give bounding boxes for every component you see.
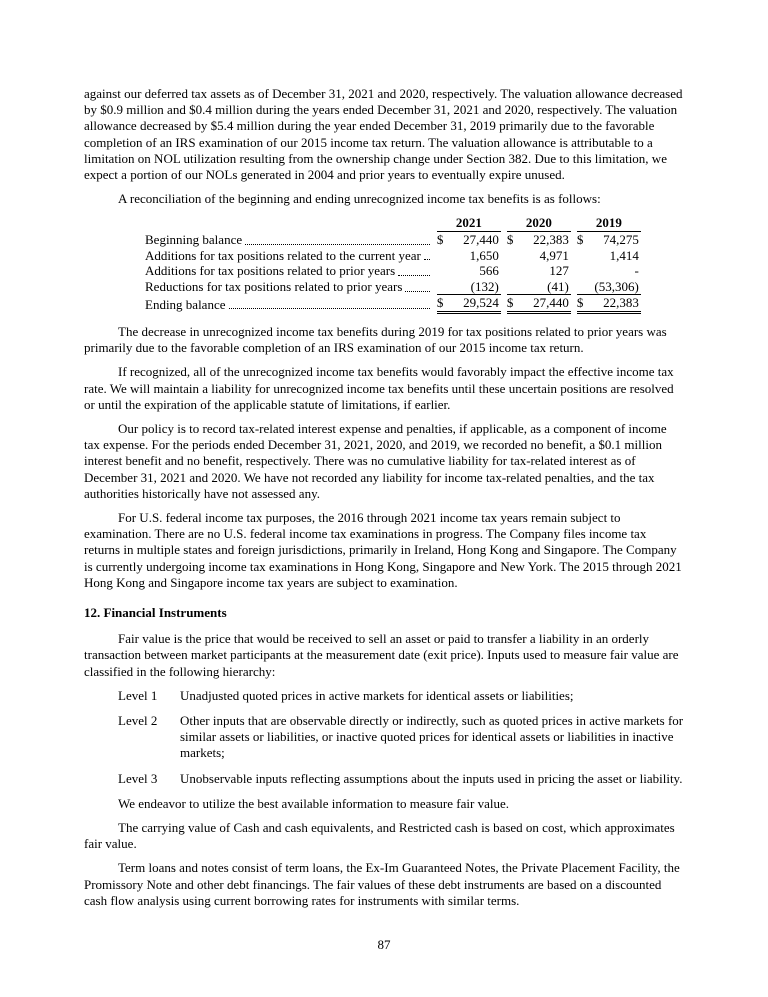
row-label: Ending balance — [145, 296, 226, 312]
value-cell: 22,383 — [591, 295, 641, 313]
table-row-beginning-balance — [145, 232, 641, 248]
value-cell: 4,971 — [539, 247, 569, 263]
currency-symbol — [577, 263, 591, 279]
value-cell: 566 — [479, 263, 499, 279]
value-cell: 29,524 — [451, 295, 501, 313]
paragraph-valuation-allowance: against our deferred tax assets as of December 31, 2021 and 2020, respectively. The valuation allowance decreased by $0.9 million and $0.4 million during the years ended December 31, 2021 and 2020, respectively. The valuation allowance decreased by $5.4 million during the year ended December 31, 2019 primarily due to the favorable completion of an IRS examination of our 2015 income tax return. The valuation allowance is attributable to a limitation on NOL utilization resulting from the ownership change under Section 382. Due to this limitation, we expect a portion of our NOLs generated in 2004 and prior years to eventually expire unused. — [84, 86, 683, 183]
page-content — [84, 86, 684, 917]
value-cell: 74,275 — [603, 232, 639, 248]
unrecognized-tax-benefits-table — [145, 215, 641, 314]
column-header-2020: 2020 — [507, 215, 571, 231]
currency-symbol: $ — [507, 295, 521, 313]
paragraph-reconciliation-intro: A reconciliation of the beginning and ending unrecognized income tax benefits is as follows: — [118, 191, 601, 207]
currency-symbol: $ — [576, 232, 584, 248]
paragraph-interest-policy: Our policy is to record tax-related interest expense and penalties, if applicable, as a component of income tax expense. For the periods ended December 31, 2021, 2020, and 2019, we recorded no benefit, a $0.1 million interest benefit and no benefit, respectively. There was no cumulative liability for tax-related interest as of December 31, 2021 and 2020. We have not recorded any liability for income tax-related penalties, and the tax authorities historically have not assessed any. — [84, 421, 667, 501]
row-label: Additions for tax positions related to prior years — [145, 263, 396, 279]
level-text: Other inputs that are observable directly or indirectly, such as quoted prices in active markets for similar assets or liabilities, or inactive quoted prices for identical assets or liabilities in inactive markets; — [180, 713, 684, 761]
currency-symbol — [437, 248, 451, 264]
paragraph-carrying-value: The carrying value of Cash and cash equivalents, and Restricted cash is based on cost, which approximates fair value. — [84, 820, 675, 852]
level-text: Unobservable inputs reflecting assumptions about the inputs used in pricing the asset or liability. — [180, 770, 683, 786]
table-row-additions-current-year — [145, 248, 641, 264]
currency-symbol: $ — [506, 232, 514, 248]
level-label: Level 1 — [118, 687, 158, 703]
table-header-row — [145, 215, 641, 231]
table-row-reductions-prior-years — [145, 279, 641, 295]
section-heading-financial-instruments: 12. Financial Instruments — [84, 605, 227, 621]
paragraph-endeavor: We endeavor to utilize the best available information to measure fair value. — [118, 795, 509, 811]
paragraph-term-loans: Term loans and notes consist of term loans, the Ex-Im Guaranteed Notes, the Private Placement Facility, the Promissory Note and other debt financings. The fair values of these debt instruments are based on a discounted cash flow analysis using current borrowing rates for instruments with similar terms. — [84, 860, 680, 908]
dot-leader — [398, 275, 430, 276]
value-cell: 27,440 — [521, 295, 571, 313]
page-number: 87 — [377, 937, 391, 952]
currency-symbol — [507, 279, 521, 295]
dot-leader — [424, 259, 430, 260]
paragraph-decrease-2019: The decrease in unrecognized income tax benefits during 2019 for tax positions related to prior years was primarily due to the favorable completion of an IRS examination of our 2015 income tax return. — [84, 323, 667, 356]
column-header-2019: 2019 — [577, 215, 641, 231]
row-label: Reductions for tax positions related to prior years — [145, 279, 403, 295]
hierarchy-level-1 — [84, 688, 684, 704]
currency-symbol — [507, 248, 521, 264]
currency-symbol — [437, 263, 451, 279]
value-cell: 27,440 — [463, 232, 499, 248]
row-label: Additions for tax positions related to the current year — [145, 247, 421, 263]
paragraph-fair-value: Fair value is the price that would be received to sell an asset or paid to transfer a liability in an orderly transaction between market participants at the measurement date (exit price). Inputs used to measure fair value are classified in the following hierarchy: — [84, 631, 679, 679]
level-label: Level 3 — [118, 770, 158, 786]
level-text: Unadjusted quoted prices in active markets for identical assets or liabilities; — [180, 687, 574, 703]
hierarchy-level-2 — [84, 713, 684, 762]
dot-leader — [405, 291, 429, 292]
paragraph-if-recognized: If recognized, all of the unrecognized income tax benefits would favorably impact the effective income tax rate. We will maintain a liability for unrecognized income tax benefits until these uncertain positions are resolved or until the expiration of the applicable statute of limitations, if earlier. — [84, 364, 674, 412]
value-cell: 1,650 — [469, 247, 499, 263]
currency-symbol — [437, 279, 451, 295]
currency-symbol — [507, 263, 521, 279]
currency-symbol — [577, 248, 591, 264]
value-cell: 1,414 — [609, 247, 639, 263]
column-header-2021: 2021 — [437, 215, 501, 231]
paragraph-examinations: For U.S. federal income tax purposes, the 2016 through 2021 income tax years remain subject to examination. There are no U.S. federal income tax examinations in progress. The Company files income tax returns in multiple states and foreign jurisdictions, primarily in Ireland, Hong Kong and Singapore. The Company is currently undergoing income tax examinations in Hong Kong, Singapore and New York. The 2015 through 2021 Hong Kong and Singapore income tax years are subject to examination. — [84, 510, 682, 590]
dot-leader — [229, 308, 430, 309]
table-row-ending-balance — [145, 295, 641, 313]
value-cell: 22,383 — [533, 232, 569, 248]
level-label: Level 2 — [118, 713, 158, 729]
value-cell: (132) — [451, 279, 501, 295]
hierarchy-level-3 — [84, 771, 684, 787]
value-cell: 127 — [549, 263, 569, 279]
currency-symbol: $ — [437, 295, 451, 313]
value-cell: (41) — [521, 279, 571, 295]
value-cell: - — [634, 263, 639, 279]
dot-leader — [245, 244, 430, 245]
table-row-additions-prior-years — [145, 263, 641, 279]
row-label: Beginning balance — [145, 232, 243, 248]
currency-symbol: $ — [436, 232, 444, 248]
currency-symbol — [577, 279, 591, 295]
value-cell: (53,306) — [591, 279, 641, 295]
currency-symbol: $ — [577, 295, 591, 313]
